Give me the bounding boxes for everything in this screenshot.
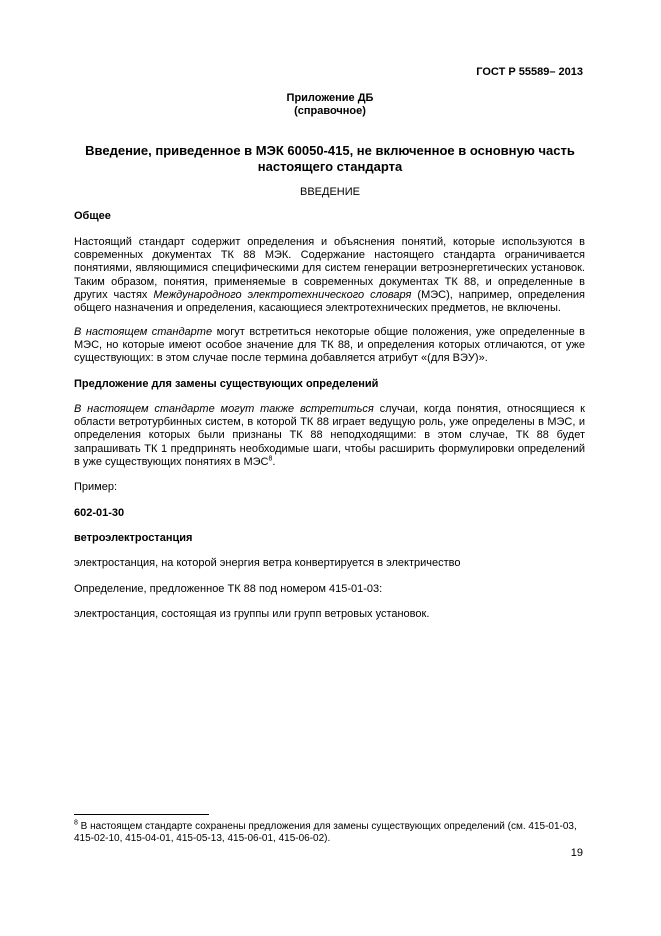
paragraph-general-2-italic: В настоящем стандарте [74, 326, 213, 338]
example-label: Пример: [74, 481, 118, 493]
page-number: 19 [570, 847, 583, 859]
example-proposed-label: Определение, предложенное ТК 88 под номером 415-01-03: [74, 583, 383, 595]
paragraph-general-2-rest: могут встретиться некоторые общие положения, уже определенные в МЭС, но которые имеют особое значение для ТК 88, и определения которых отличаются, от уже существующих: в этом случае после термина добавляется атрибут «(для ВЭУ)». [74, 326, 585, 365]
intro-heading: ВВЕДЕНИЕ [300, 186, 360, 198]
paragraph-general-1-a: Настоящий стандарт содержит определения и объяснения понятий, которые используются в современных документах ТК 88 МЭК. Содержание настоящего стандарта ограничивается понятиями, являющимися специфическими для систем генерации ветроэнергетических установок. Таким образом, понятия, применяемые в современных документах ТК 88, и определенные в других частях [74, 236, 585, 301]
footnote-mark: 8 [74, 819, 78, 827]
paragraph-general-1-b: (МЭС), например, определения общего назначения и определения, касающиеся электротехнических предметов, не включены. [74, 288, 586, 315]
example-code: 602-01-30 [74, 507, 125, 519]
paragraph-general-2 [74, 326, 585, 366]
document-header: ГОСТ Р 55589– 2013 [476, 66, 583, 78]
example-definition: электростанция, на которой энергия ветра конвертируется в электричество [74, 557, 461, 569]
appendix-note: (справочное) [294, 105, 366, 117]
footnote [74, 821, 585, 845]
paragraph-proposal-end: . [272, 455, 276, 468]
paragraph-proposal-1 [74, 403, 585, 469]
paragraph-general-1 [74, 236, 585, 315]
paragraph-proposal-rest: случаи, когда понятия, относящиеся к области ветротурбинных систем, в которой ТК 88 играет ведущую роль, уже определены в МЭС, и определения которых были признаны ТК 88 неподходящими: в этом случае, ТК 88 будет запрашивать ТК 1 предпринять необходимые шаги, чтобы расширить формулировки определений в уже существующих понятиях в МЭС [74, 403, 585, 468]
appendix-block [74, 92, 586, 118]
section-heading-general: Общее [74, 210, 111, 222]
paragraph-proposal-italic: В настоящем стандарте могут также встретиться [74, 403, 374, 415]
footnote-reference[interactable]: 8 [268, 455, 273, 463]
appendix-label: Приложение ДБ [286, 92, 374, 104]
title-line-2: настоящего стандарта [257, 159, 403, 174]
paragraph-general-1-italic: Международного электротехнического словаря [153, 288, 412, 301]
footnote-divider [74, 814, 209, 815]
example-proposed-definition: электростанция, состоящая из группы или групп ветровых установок. [74, 608, 430, 620]
section-heading-proposal: Предложение для замены существующих определений [74, 378, 379, 390]
footnote-text: В настоящем стандарте сохранены предложения для замены существующих определений (см. 415-01-03, 415-02-10, 415-04-01, 415-05-13, 415-06-01, 415-06-02). [74, 821, 577, 844]
example-term: ветроэлектростанция [74, 532, 193, 544]
title-line-1: Введение, приведенное в МЭК 60050-415, не включенное в основную часть [85, 143, 575, 158]
document-title [74, 143, 586, 175]
